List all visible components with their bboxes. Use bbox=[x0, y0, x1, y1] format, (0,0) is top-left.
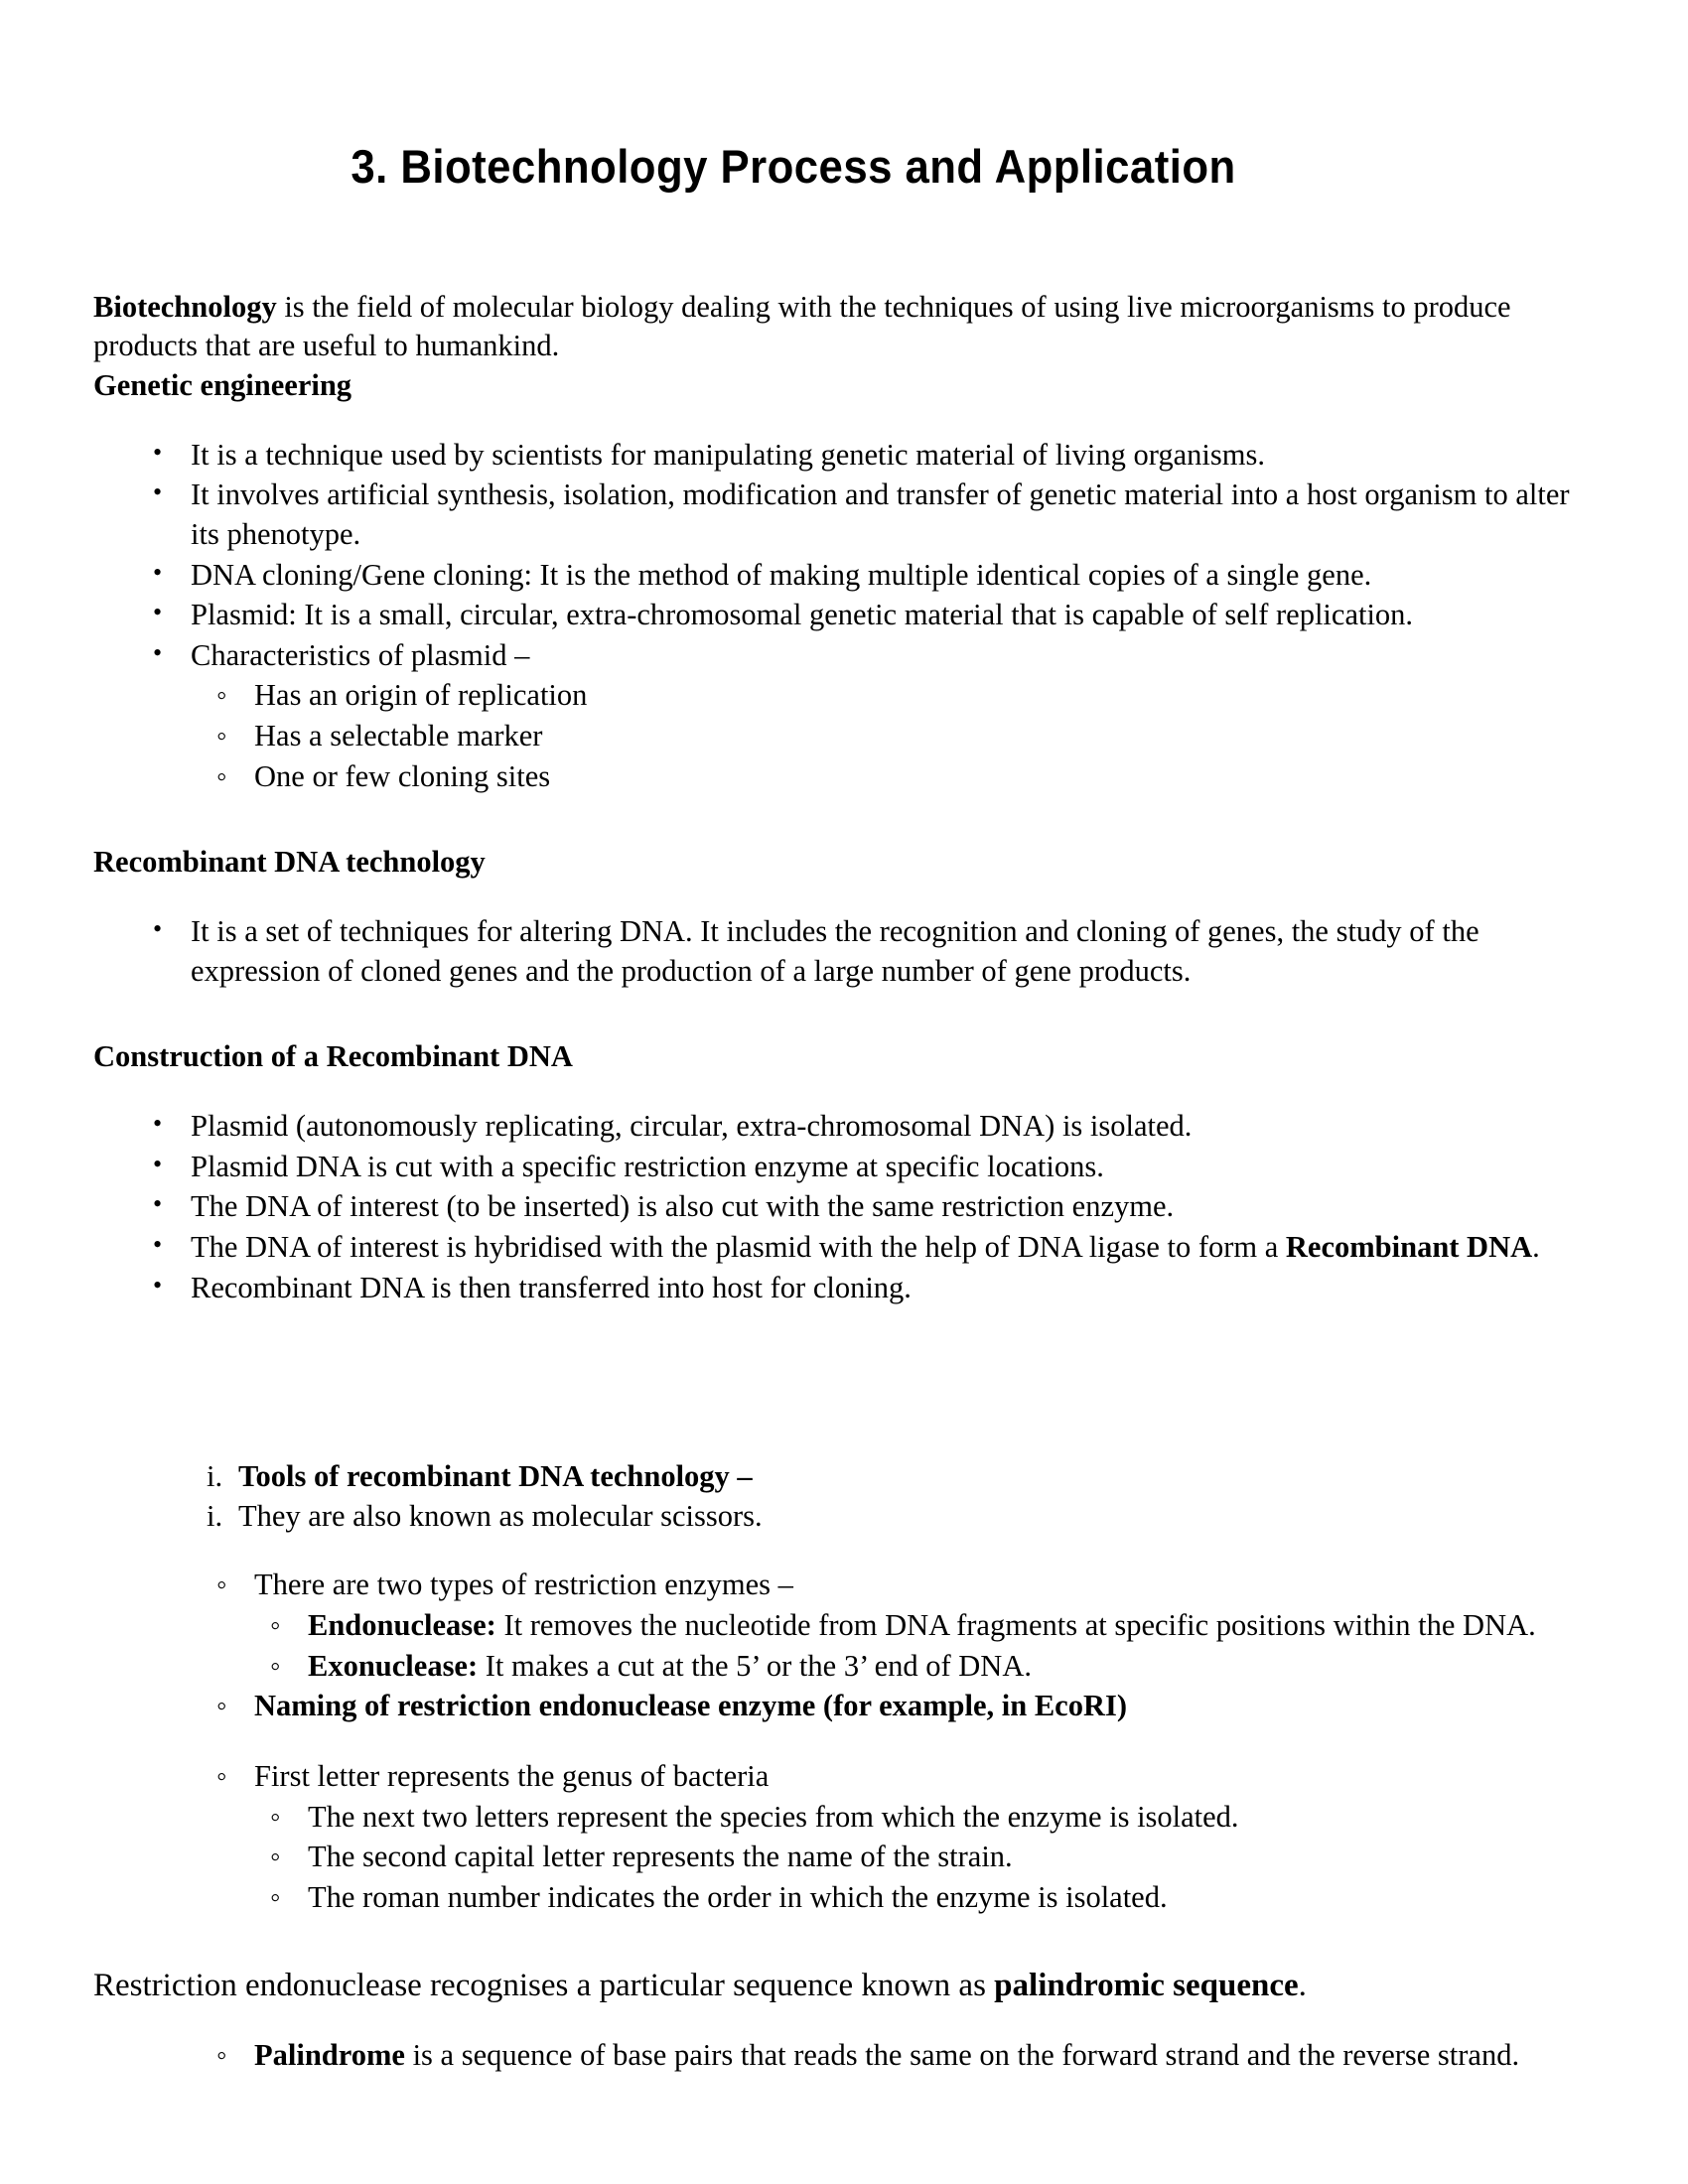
spacer bbox=[93, 1077, 1603, 1107]
construction-bullets bbox=[93, 1107, 1603, 1307]
list-item-exonuclease bbox=[264, 1647, 1574, 1687]
recombinant-dna-technology-bullets bbox=[93, 912, 1603, 991]
list-item: • DNA cloning/Gene cloning: It is the method of making multiple identical copies of a single gene. bbox=[145, 556, 1581, 596]
heading-recombinant-dna-technology: Recombinant DNA technology bbox=[93, 845, 486, 880]
exonuclease-description: It makes a cut at the 5’ or the 3’ end of DNA. bbox=[478, 1648, 1032, 1683]
spacer bbox=[93, 193, 1603, 288]
hybrid-text-bold: Recombinant DNA bbox=[1285, 1229, 1533, 1264]
spacer bbox=[93, 992, 1603, 1037]
naming-heading-list bbox=[93, 1687, 1603, 1726]
list-item: ◦ First letter represents the genus of bacteria bbox=[211, 1757, 1575, 1797]
spacer bbox=[93, 406, 1603, 436]
palindromic-sentence-pre: Restriction endonuclease recognises a particular sequence known as bbox=[93, 1967, 995, 2003]
list-item: ◦ Has an origin of replication bbox=[211, 676, 1575, 716]
list-item: ◦ The second capital letter represents the name of the strain. bbox=[264, 1838, 1574, 1877]
naming-rules-list bbox=[93, 1798, 1603, 1918]
list-item: • Plasmid DNA is cut with a specific restriction enzyme at specific locations. bbox=[145, 1148, 1581, 1187]
list-item: • It involves artificial synthesis, isolation, modification and transfer of genetic material into a host organism to alter its phenotype. bbox=[145, 476, 1581, 554]
palindromic-sequence-sentence bbox=[93, 1965, 1553, 2007]
page-title: 3. Biotechnology Process and Application bbox=[351, 140, 1236, 193]
list-item-molecular-scissors: i. They are also known as molecular scissors. bbox=[207, 1497, 1559, 1537]
list-item: • Plasmid (autonomously replicating, circular, extra-chromosomal DNA) is isolated. bbox=[145, 1107, 1581, 1147]
palindrome-description: is a sequence of base pairs that reads the same on the forward strand and the reverse strand. bbox=[404, 2038, 1520, 2073]
spacer bbox=[93, 1727, 1603, 1757]
intro-paragraph bbox=[93, 288, 1528, 366]
spacer bbox=[93, 1919, 1603, 1965]
spacer bbox=[93, 1308, 1603, 1457]
naming-first-letter-list bbox=[93, 1757, 1603, 1797]
exonuclease-term: Exonuclease: bbox=[308, 1648, 479, 1683]
intro-lead-text: is the field of molecular biology dealing with the techniques of using live microorganisms to produce products that are useful to humankind. bbox=[93, 289, 1511, 363]
list-item: ◦ The next two letters represent the species from which the enzyme is isolated. bbox=[264, 1798, 1574, 1838]
list-item: • It is a set of techniques for altering DNA. It includes the recognition and cloning of genes, the study of the expression of cloned genes and the production of a large number of gene products. bbox=[145, 912, 1581, 991]
intro-lead-term: Biotechnology bbox=[93, 289, 277, 324]
list-item: ◦ The roman number indicates the order in which the enzyme is isolated. bbox=[264, 1878, 1574, 1918]
list-item-tools-heading bbox=[207, 1457, 1559, 1497]
palindromic-sentence-bold: palindromic sequence bbox=[994, 1967, 1299, 2003]
list-item: • It is a technique used by scientists for manipulating genetic material of living organisms. bbox=[145, 436, 1581, 476]
naming-heading-label: Naming of restriction endonuclease enzyme (for example, in EcoRI) bbox=[254, 1689, 1128, 1723]
enzyme-type-details bbox=[93, 1606, 1603, 1686]
hybrid-text-post: . bbox=[1532, 1229, 1540, 1264]
palindrome-term: Palindrome bbox=[254, 2038, 405, 2073]
tools-roman-list bbox=[93, 1457, 1603, 1536]
list-item: • Characteristics of plasmid – bbox=[145, 636, 1581, 676]
tools-heading-label: Tools of recombinant DNA technology – bbox=[238, 1459, 753, 1494]
list-item: ◦ Has a selectable marker bbox=[211, 717, 1575, 756]
spacer bbox=[93, 883, 1603, 912]
palindrome-definition-list bbox=[93, 2036, 1603, 2076]
list-item: • The DNA of interest (to be inserted) is also cut with the same restriction enzyme. bbox=[145, 1187, 1581, 1227]
list-item: ◦ There are two types of restriction enzymes – bbox=[211, 1566, 1575, 1605]
plasmid-characteristics-bullets bbox=[93, 676, 1603, 796]
list-item: • Plasmid: It is a small, circular, extra-chromosomal genetic material that is capable of self replication. bbox=[145, 596, 1581, 635]
hybrid-text-pre: The DNA of interest is hybridised with the plasmid with the help of DNA ligase to form a bbox=[191, 1229, 1286, 1264]
list-item-endonuclease bbox=[264, 1606, 1574, 1646]
genetic-engineering-bullets bbox=[93, 436, 1603, 676]
list-item-naming-heading bbox=[211, 1687, 1575, 1726]
endonuclease-description: It removes the nucleotide from DNA fragments at specific positions within the DNA. bbox=[495, 1608, 1536, 1643]
document-content bbox=[93, 0, 1603, 2077]
palindromic-sentence-post: . bbox=[1298, 1967, 1307, 2003]
endonuclease-term: Endonuclease: bbox=[308, 1608, 496, 1643]
spacer bbox=[93, 2006, 1603, 2036]
list-item: • Recombinant DNA is then transferred into host for cloning. bbox=[145, 1269, 1581, 1308]
list-item: ◦ One or few cloning sites bbox=[211, 757, 1575, 797]
heading-construction-recombinant-dna: Construction of a Recombinant DNA bbox=[93, 1039, 573, 1074]
heading-genetic-engineering: Genetic engineering bbox=[93, 367, 352, 402]
list-item bbox=[145, 1228, 1581, 1268]
list-item-palindrome bbox=[211, 2036, 1575, 2076]
spacer bbox=[93, 797, 1603, 843]
enzyme-types-list bbox=[93, 1566, 1603, 1605]
spacer bbox=[93, 1536, 1603, 1566]
